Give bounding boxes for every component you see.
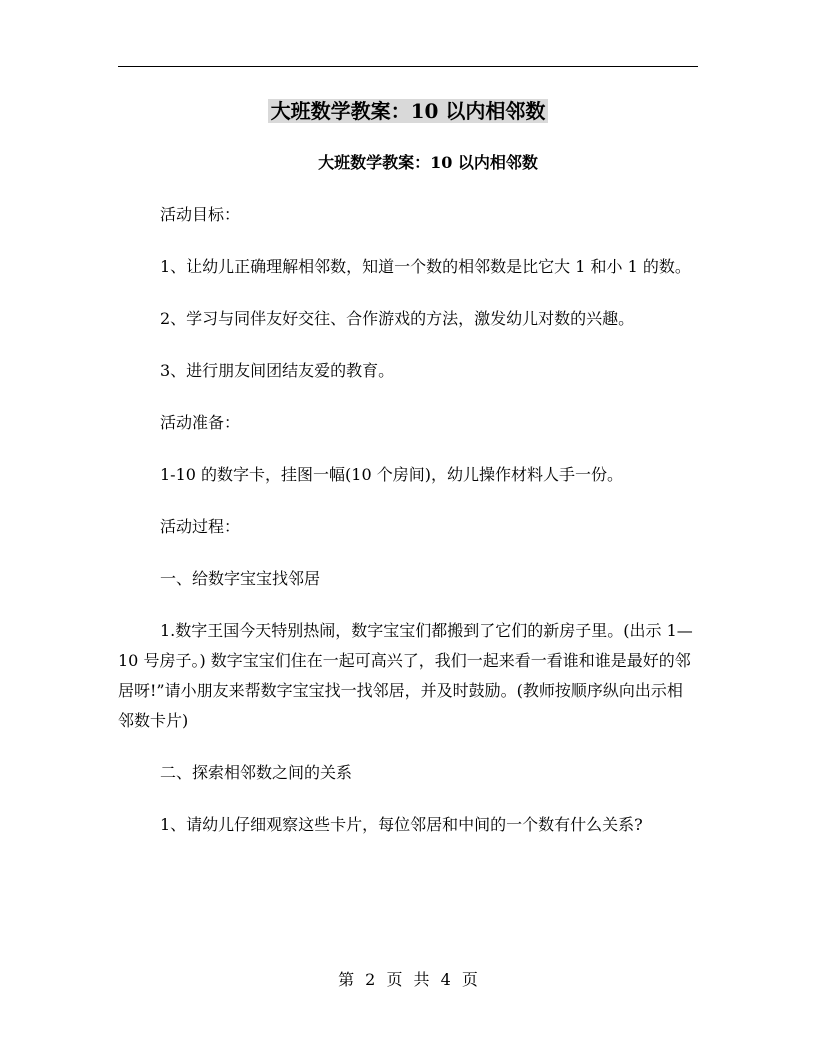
paragraph: 1-10 的数字卡，挂图一幅(10 个房间)，幼儿操作材料人手一份。 bbox=[160, 465, 623, 484]
paragraph: 活动过程： bbox=[160, 517, 241, 536]
paragraph: 1、让幼儿正确理解相邻数，知道一个数的相邻数是比它大 1 和小 1 的数。 bbox=[160, 257, 691, 276]
document-body bbox=[118, 148, 698, 840]
paragraph: 1.数字王国今天特别热闹，数字宝宝们都搬到了它们的新房子里。(出示 1—10 号房子。) 数字宝宝们住在一起可高兴了，我们一起来看一看谁和谁是最好的邻居呀!”请小朋友来帮数字宝宝找一找邻居，并及时鼓励。(教师按顺序纵向出示相邻数卡片) bbox=[118, 621, 693, 730]
paragraph: 二、探索相邻数之间的关系 bbox=[160, 763, 353, 782]
document-title: 大班数学教案：10 以内相邻数 bbox=[318, 153, 538, 172]
paragraph: 1、请幼儿仔细观察这些卡片，每位邻居和中间的一个数有什么关系? bbox=[160, 815, 643, 834]
page-number: 第 2 页 共 4 页 bbox=[338, 970, 478, 989]
paragraph: 2、学习与同伴友好交往、合作游戏的方法，激发幼儿对数的兴趣。 bbox=[160, 309, 635, 328]
header-rule bbox=[118, 66, 698, 67]
paragraph: 活动目标： bbox=[160, 205, 241, 224]
header-title: 大班数学教案：10 以内相邻数 bbox=[268, 99, 549, 123]
page-footer bbox=[0, 968, 816, 992]
paragraph: 活动准备： bbox=[160, 413, 241, 432]
paragraph: 一、给数字宝宝找邻居 bbox=[160, 569, 321, 588]
paragraph: 3、进行朋友间团结友爱的教育。 bbox=[160, 361, 395, 380]
page-header bbox=[0, 96, 816, 126]
